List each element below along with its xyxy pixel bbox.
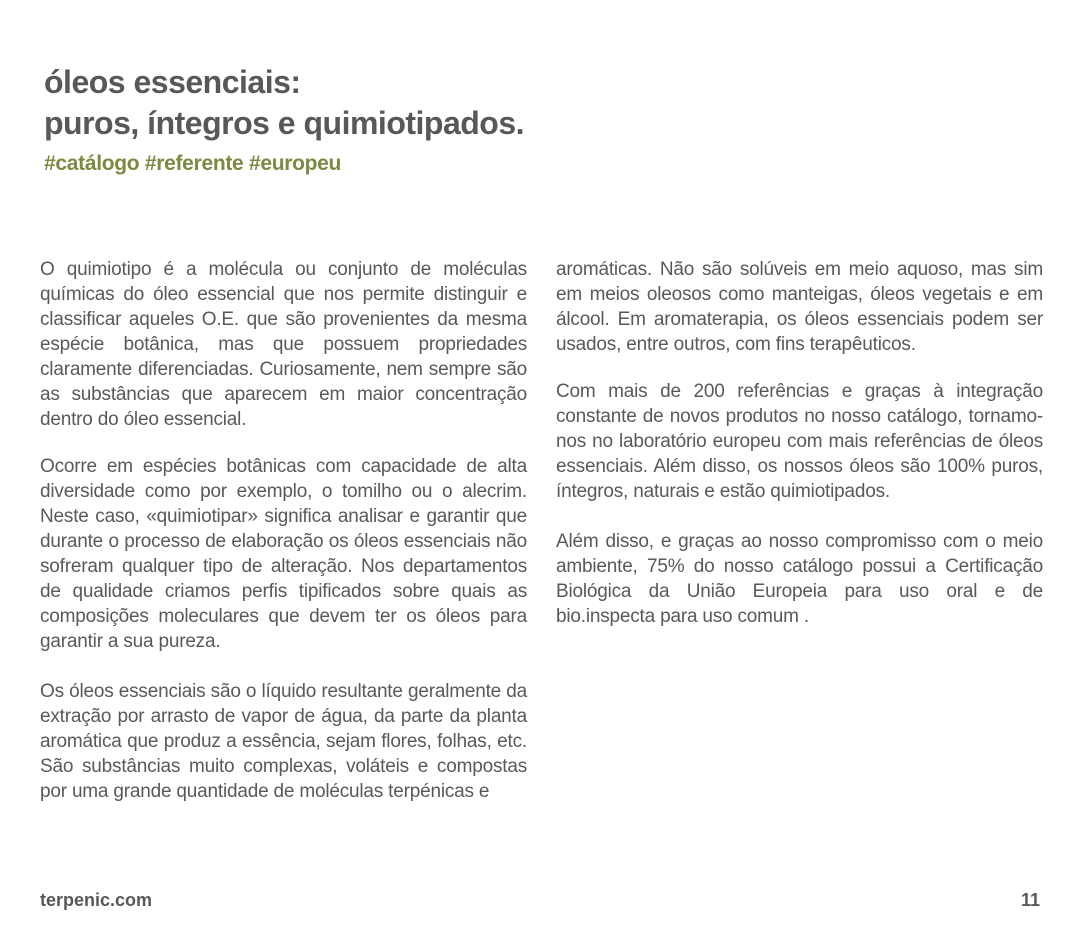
page-title-line-2: puros, íntegros e quimiotipados. [44, 105, 525, 141]
paragraph-oleos-liquido: Os óleos essenciais são o líquido resultante geralmente da extração por arrasto de vapor de água, da parte da planta aromática que produz a essência, sejam flores, folhas, etc. São substâncias muito complexas, voláteis e compostas por uma grande quantidade de moléculas terpénicas e [40, 681, 527, 802]
paragraph-referencias: Com mais de 200 referências e graças à integração constante de novos produtos no nosso catálogo, tornamo-nos no laboratório europeu com mais referências de óleos essenciais. Além disso, os nossos óleos são 100% puros, íntegros, naturais e estão quimiotipados. [556, 381, 1043, 502]
hashtags-subtitle: #catálogo #referente #europeu [44, 152, 342, 175]
page-footer [40, 890, 1040, 911]
paragraph-especies-botanicas: Ocorre em espécies botânicas com capacidade de alta diversidade como por exemplo, o tomilho ou o alecrim. Neste caso, «quimiotipar» significa analisar e garantir que durante o processo de elaboração os óleos essenciais não sofreram qualquer tipo de alteração. Nos departamentos de qualidade criamos perfis tipificados sobre quais as composições moleculares que devem ter os óleos para garantir a sua pureza. [40, 456, 527, 652]
page-title [44, 62, 524, 144]
right-column [556, 257, 1043, 826]
page-number: 11 [1020, 890, 1040, 910]
left-column [40, 257, 527, 826]
website-link[interactable]: terpenic.com [40, 890, 153, 910]
paragraph-aromaticas: aromáticas. Não são solúveis em meio aquoso, mas sim em meios oleosos como manteigas, óleos vegetais e em álcool. Em aromaterapia, os óleos essenciais podem ser usados, entre outros, com fins terapêuticos. [556, 259, 1043, 355]
paragraph-quimiotipo: O quimiotipo é a molécula ou conjunto de moléculas químicas do óleo essencial que nos permite distinguir e classificar aqueles O.E. que são provenientes da mesma espécie botânica, mas que possuem propriedades claramente diferenciadas. Curiosamente, nem sempre são as substâncias que aparecem em maior concentração dentro do óleo essencial. [40, 259, 527, 430]
page-title-line-1: óleos essenciais: [44, 64, 301, 100]
paragraph-certificacao: Além disso, e graças ao nosso compromisso com o meio ambiente, 75% do nosso catálogo possui a Certificação Biológica da União Europeia para uso oral e de bio.inspecta para uso comum . [556, 531, 1043, 627]
body-text-columns [40, 257, 1043, 826]
